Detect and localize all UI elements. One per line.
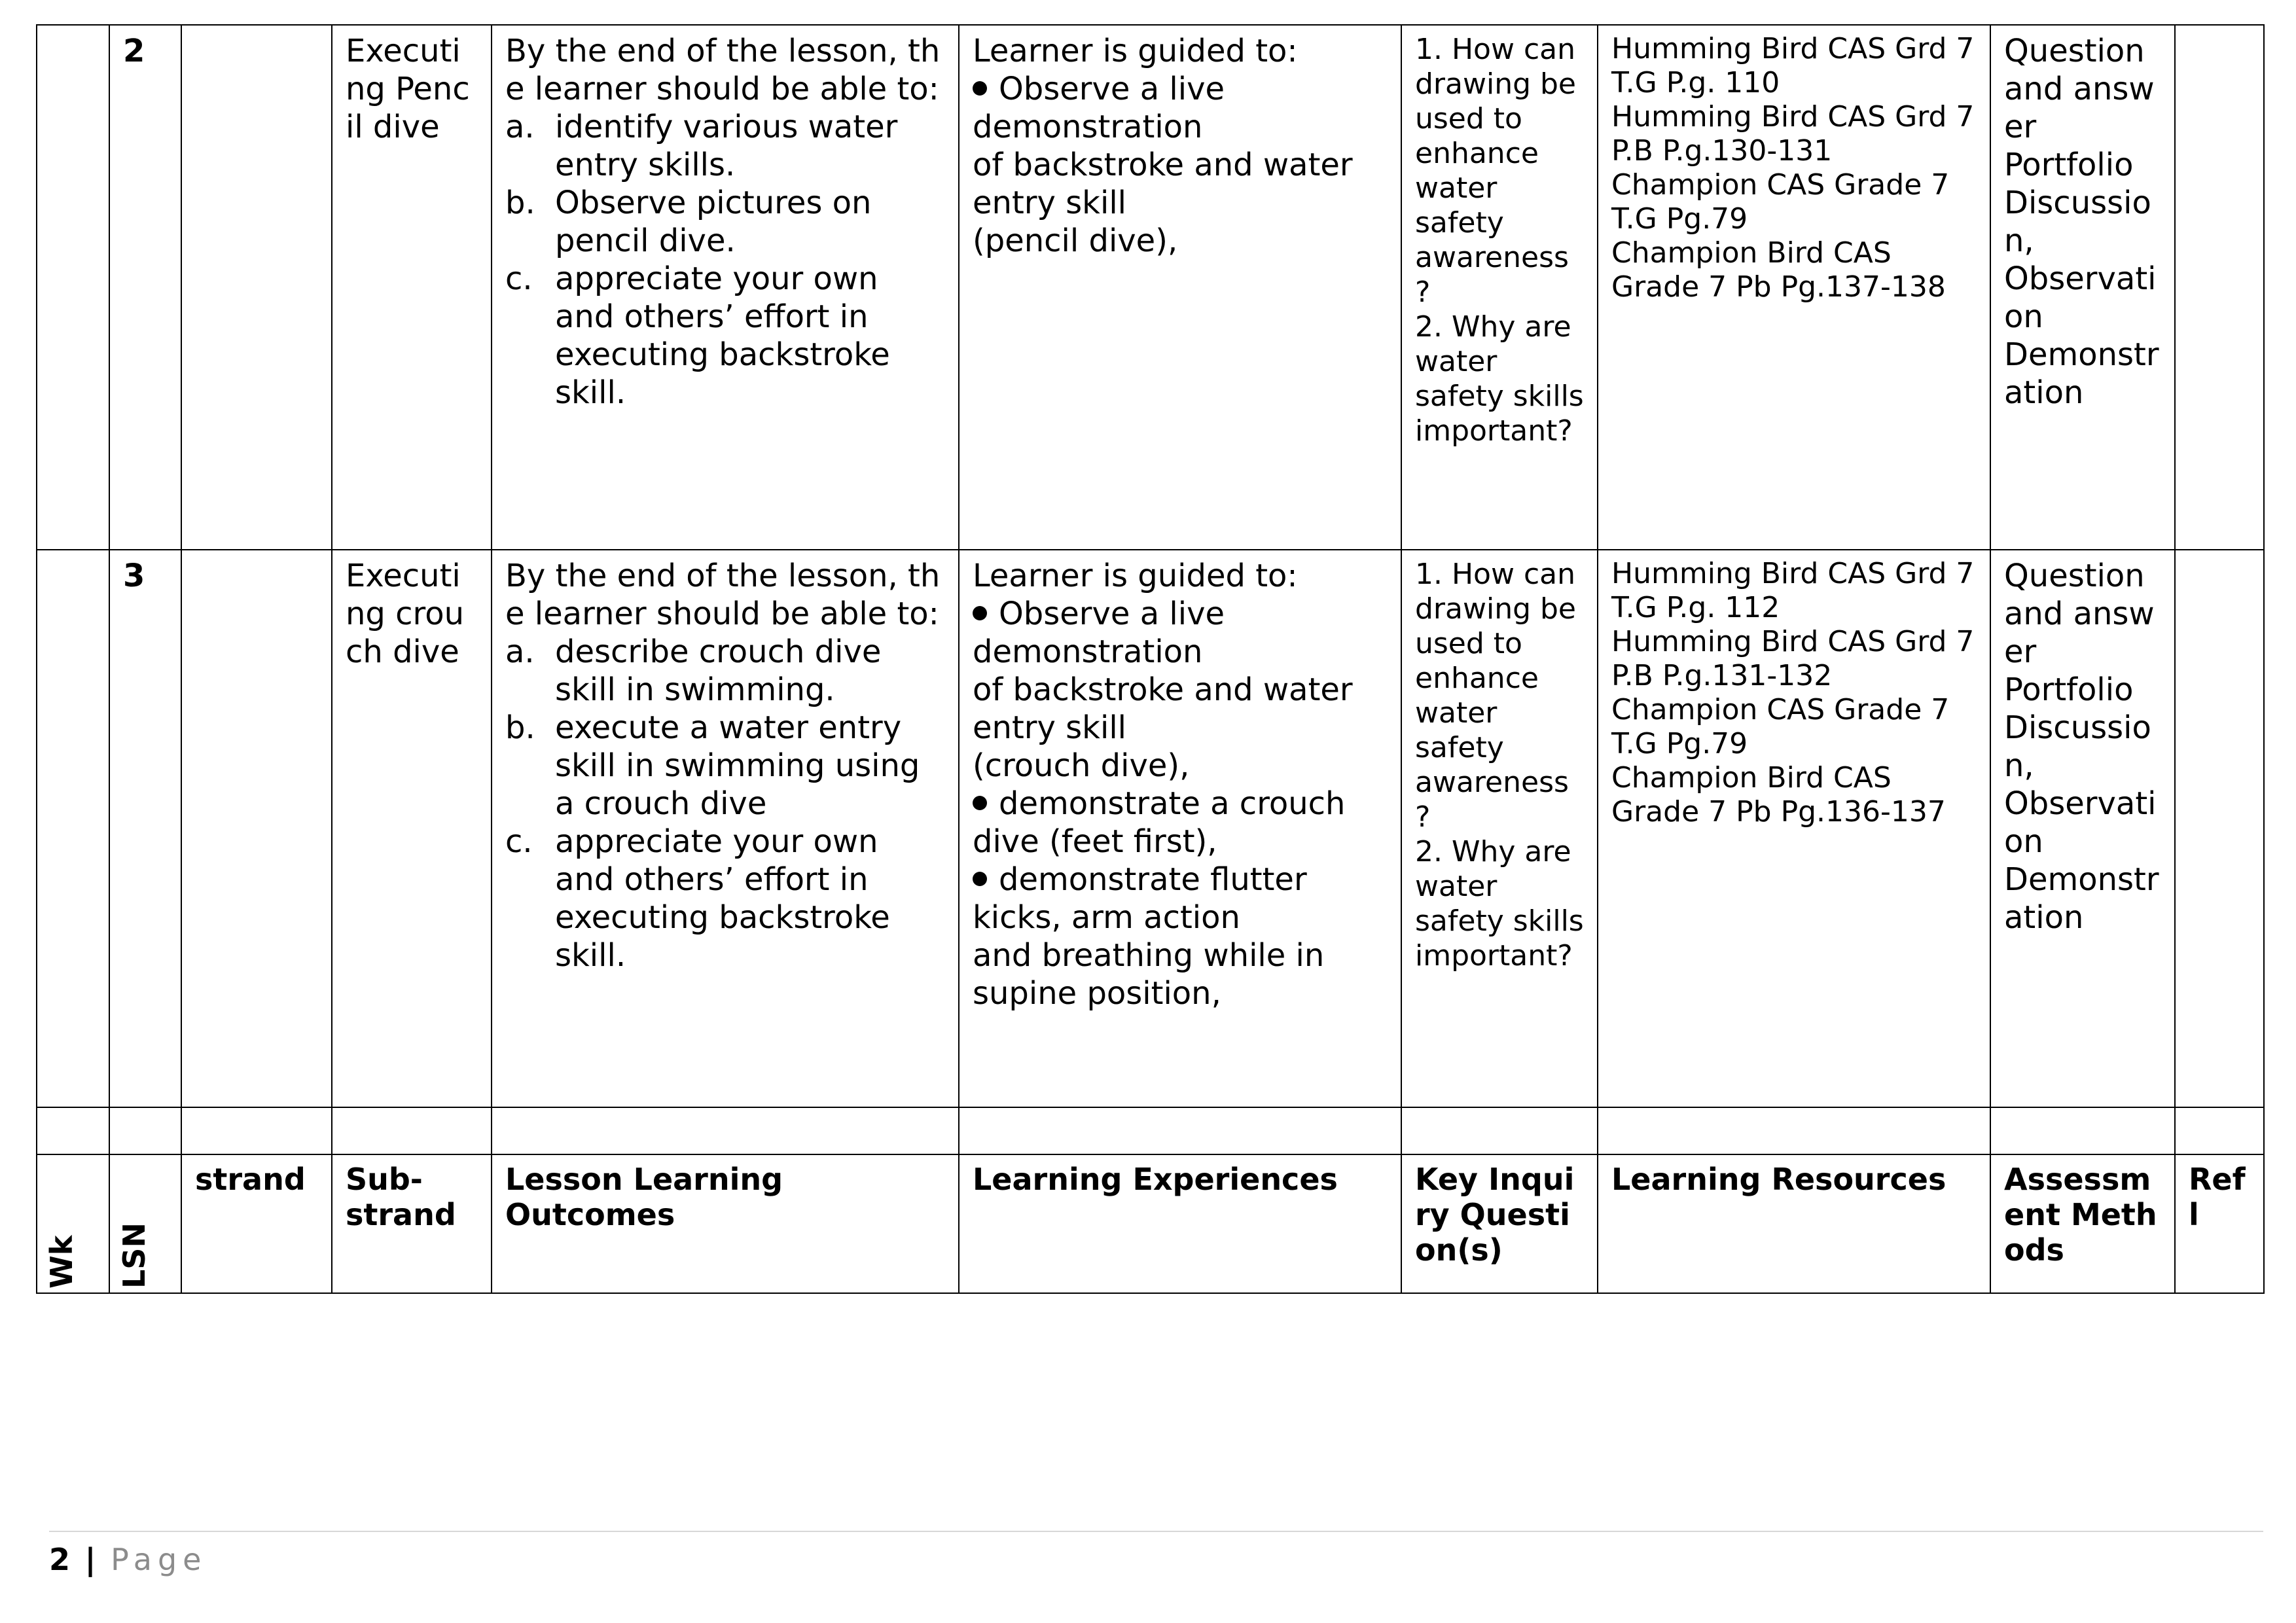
outcome-item (505, 184, 945, 260)
bullet-icon (973, 606, 987, 620)
header-week-label: Wk (44, 1235, 79, 1289)
blank-cell (1401, 1107, 1598, 1154)
experiences-intro: Learner is guided to: (973, 33, 1298, 69)
learning-experiences-cell (959, 550, 1401, 1107)
inquiry-question: 2. Why are water safety skills important? (1415, 835, 1584, 972)
header-week (37, 1154, 109, 1293)
experience-item: of backstroke and water entry skill (973, 147, 1353, 221)
outcome-marker: b. (505, 185, 535, 221)
outcome-item (505, 633, 945, 709)
resource-item: Champion CAS Grade 7 T.G Pg.79 (1611, 168, 1950, 236)
blank-cell (109, 1107, 181, 1154)
header-assessment: Assessment Methods (1990, 1154, 2175, 1293)
outcomes-list (505, 108, 945, 412)
outcome-text: describe crouch dive skill in swimming. (555, 633, 882, 708)
strand-cell (181, 25, 332, 550)
resource-item: Humming Bird CAS Grd 7 P.B P.g.131-132 (1611, 625, 1975, 692)
assessment-item: Portfolio (2004, 147, 2134, 183)
substrand-cell: Executing crouch dive (332, 550, 492, 1107)
outcome-text: appreciate your own and others’ effort in executing backstroke skill. (555, 823, 890, 974)
outcome-text: appreciate your own and others’ effort in executing backstroke skill. (555, 260, 890, 411)
key-inquiry-cell (1401, 25, 1598, 550)
blank-cell (492, 1107, 959, 1154)
bullet-icon (973, 872, 987, 886)
lesson-number-cell: 2 (109, 25, 181, 550)
reflection-cell (2175, 550, 2264, 1107)
assessment-item: Discussion, (2004, 709, 2151, 784)
outcome-item (505, 108, 945, 184)
table-row (37, 550, 2264, 1107)
blank-cell (2175, 1107, 2264, 1154)
outcome-text: execute a water entry skill in swimming using a crouch dive (555, 709, 920, 822)
experience-item: (pencil dive), (973, 223, 1178, 259)
resource-item: Champion Bird CAS Grade 7 Pb Pg.137-138 (1611, 236, 1946, 304)
header-resources: Learning Resources (1598, 1154, 1990, 1293)
resource-item: Humming Bird CAS Grd 7 T.G P.g. 110 (1611, 32, 1975, 99)
inquiry-question: 2. Why are water safety skills important? (1415, 310, 1584, 448)
strand-cell (181, 550, 332, 1107)
resource-item: Champion CAS Grade 7 T.G Pg.79 (1611, 693, 1950, 760)
resource-item: Humming Bird CAS Grd 7 P.B P.g.130-131 (1611, 100, 1975, 168)
learning-resources-cell (1598, 550, 1990, 1107)
blank-row (37, 1107, 2264, 1154)
outcome-text: identify various water entry skills. (555, 109, 898, 183)
blank-cell (1990, 1107, 2175, 1154)
resource-item: Humming Bird CAS Grd 7 T.G P.g. 112 (1611, 557, 1975, 624)
header-lsn (109, 1154, 181, 1293)
table-row (37, 25, 2264, 550)
learning-outcomes-cell (492, 550, 959, 1107)
scheme-of-work-table (36, 24, 2265, 1294)
header-substrand: Sub-strand (332, 1154, 492, 1293)
outcome-item (505, 260, 945, 412)
blank-cell (181, 1107, 332, 1154)
assessment-methods-cell (1990, 25, 2175, 550)
blank-cell (1598, 1107, 1990, 1154)
outcome-text: Observe pictures on pencil dive. (555, 185, 872, 259)
header-lsn-label: LSN (117, 1222, 152, 1289)
outcome-marker: a. (505, 109, 535, 145)
outcome-item (505, 823, 945, 974)
assessment-item: Observation (2004, 785, 2157, 860)
lesson-number-cell: 3 (109, 550, 181, 1107)
header-reflection: Refl (2175, 1154, 2264, 1293)
outcome-marker: b. (505, 709, 535, 746)
outcome-marker: a. (505, 633, 535, 670)
outcome-item (505, 709, 945, 823)
assessment-item: Demonstration (2004, 861, 2159, 936)
blank-cell (37, 1107, 109, 1154)
substrand-cell: Executing Pencil dive (332, 25, 492, 550)
week-cell (37, 25, 109, 550)
bullet-icon (973, 796, 987, 810)
experience-item: demonstrate a crouch dive (feet first), (973, 785, 1346, 860)
assessment-item: Portfolio (2004, 671, 2134, 708)
header-experiences: Learning Experiences (959, 1154, 1401, 1293)
page-separator: | (84, 1542, 96, 1577)
outcomes-intro: By the end of the lesson, the learner should be able to: (505, 33, 941, 107)
experience-item: of backstroke and water entry skill (973, 671, 1353, 746)
page-number: 2 (49, 1542, 71, 1577)
page-footer (49, 1531, 2263, 1578)
assessment-item: Demonstration (2004, 336, 2159, 411)
assessment-methods-cell (1990, 550, 2175, 1107)
experience-item: Observe a live demonstration (973, 596, 1225, 670)
learning-outcomes-cell (492, 25, 959, 550)
bullet-icon (973, 81, 987, 96)
header-outcomes: Lesson Learning Outcomes (492, 1154, 959, 1293)
header-row (37, 1154, 2264, 1293)
outcomes-list (505, 633, 945, 974)
learning-experiences-cell (959, 25, 1401, 550)
header-inquiry: Key Inquiry Question(s) (1401, 1154, 1598, 1293)
week-cell (37, 550, 109, 1107)
experience-item: and breathing while in supine position, (973, 937, 1325, 1012)
resource-item: Champion Bird CAS Grade 7 Pb Pg.136-137 (1611, 761, 1946, 829)
page-label: Page (111, 1542, 207, 1577)
blank-cell (332, 1107, 492, 1154)
assessment-item: Observation (2004, 260, 2157, 335)
header-strand: strand (181, 1154, 332, 1293)
reflection-cell (2175, 25, 2264, 550)
experiences-intro: Learner is guided to: (973, 558, 1298, 594)
assessment-item: Question and answer (2004, 33, 2155, 145)
outcomes-intro: By the end of the lesson, the learner should be able to: (505, 558, 941, 632)
experience-item: (crouch dive), (973, 747, 1190, 784)
outcome-marker: c. (505, 260, 533, 297)
assessment-item: Question and answer (2004, 558, 2155, 670)
inquiry-question: 1. How can drawing be used to enhance water safety awareness ? (1415, 33, 1576, 309)
assessment-item: Discussion, (2004, 185, 2151, 259)
blank-cell (959, 1107, 1401, 1154)
inquiry-question: 1. How can drawing be used to enhance water safety awareness ? (1415, 558, 1576, 834)
learning-resources-cell (1598, 25, 1990, 550)
outcome-marker: c. (505, 823, 533, 860)
experience-item: Observe a live demonstration (973, 71, 1225, 145)
experience-item: demonstrate flutter kicks, arm action (973, 861, 1307, 936)
key-inquiry-cell (1401, 550, 1598, 1107)
